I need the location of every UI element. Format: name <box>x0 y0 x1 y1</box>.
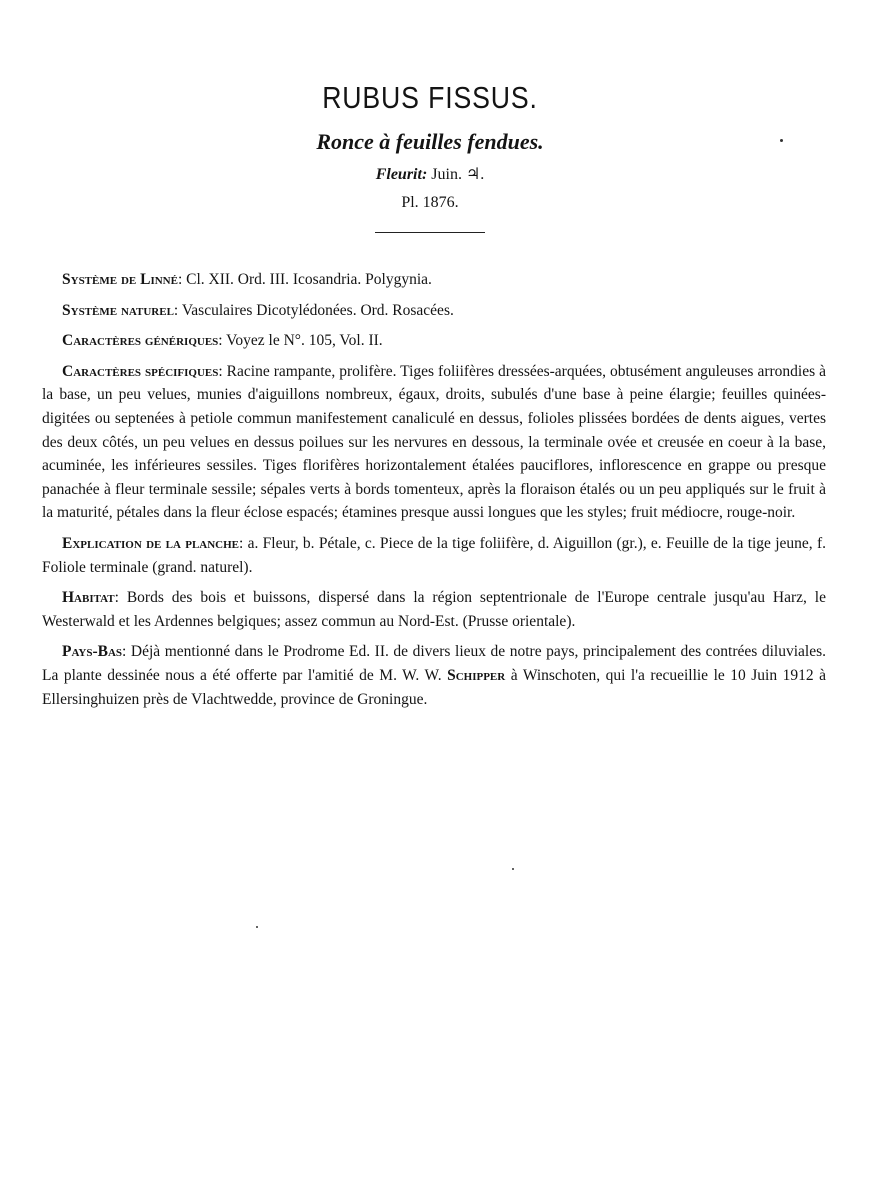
section-linne <box>42 268 826 292</box>
header <box>0 78 860 233</box>
description-body <box>42 268 826 718</box>
paper-speck <box>256 926 258 928</box>
section-naturel <box>42 299 826 323</box>
flowering-label: Fleurit: <box>375 166 428 183</box>
section-label: Pays-Bas <box>62 643 123 661</box>
section-label: Caractères spécifiques <box>62 362 219 380</box>
collector-name: Schipper <box>447 666 506 684</box>
section-label: Habitat <box>62 589 115 607</box>
section-text: : Voyez le N°. 105, Vol. II. <box>218 332 383 350</box>
section-text: : Cl. XII. Ord. III. Icosandria. Polygynia. <box>177 271 432 288</box>
flowering-line <box>0 164 860 186</box>
paper-speck <box>780 139 783 142</box>
section-text: : a. Fleur, b. Pétale, c. Piece de la tige foliifère, d. Aiguillon (gr.), e. Feuille de la tige jeune, f. Foliole terminale (grand. naturel). <box>42 534 826 576</box>
page-subtitle: Ronce à feuilles fendues. <box>316 129 544 154</box>
section-label: Explication de la planche <box>62 534 240 552</box>
section-specifiques <box>42 360 826 525</box>
section-label: Système de Linné <box>62 271 178 288</box>
section-text: : Vasculaires Dicotylédonées. Ord. Rosacées. <box>173 301 454 319</box>
section-paysbas <box>42 640 826 711</box>
section-label: Caractères génériques <box>62 332 219 350</box>
section-text: à Winschoten, qui l'a recueillie le 10 Juin 1912 à Ellersinghuizen près de Vlachtwedde, province de Groningue. <box>42 666 826 708</box>
section-text: : Bords des bois et buissons, dispersé dans la région septentrionale de l'Europe centrale jusqu'au Harz, le Westerwald et les Ardennes belgiques; assez commun au Nord-Est. (Prusse orientale). <box>42 589 826 630</box>
section-generiques <box>42 329 826 353</box>
divider-rule <box>375 232 485 233</box>
paper-speck <box>512 868 514 870</box>
flowering-value: Juin. ♃. <box>431 166 485 183</box>
section-habitat <box>42 586 826 633</box>
section-text: : Déjà mentionné dans le Prodrome Ed. II. de divers lieux de notre pays, principalement des contrées diluviales. La plante dessinée nous a été offerte par l'amitié de M. W. W. <box>42 643 826 684</box>
plate-reference: Pl. 1876. <box>401 194 459 211</box>
page-title: RUBUS FISSUS. <box>322 80 538 115</box>
section-label: Système naturel <box>62 301 174 319</box>
section-explication <box>42 532 826 579</box>
section-text: : Racine rampante, prolifère. Tiges foliifères dressées-arquées, obtusément anguleuses arrondies à la base, un peu velues, munies d'aiguillons nombreux, égaux, droits, subulés d'une base à peine élargie; feuilles quinées-digitées ou septenées à petiole commun manifestement canaliculé en dessus, folioles plissées bordées de dents aigues, vertes des deux côtés, un peu velues en dessus poilues sur les nervures en dessous, la terminale ovée et creusée en coeur à la base, acuminée, les inférieures sessiles. Tiges florifères horizontalement étalées pauciflores, inflorescence en grappe ou presque panachée à fleur terminale sessile; sépales verts à bords tomenteux, après la floraison étalés ou un peu appliqués sur le fruit à la maturité, pétales dans la fleur éclose espacés; étamines presque aussi longues que les styles; fruit médiocre, rouge-noir. <box>42 362 826 522</box>
